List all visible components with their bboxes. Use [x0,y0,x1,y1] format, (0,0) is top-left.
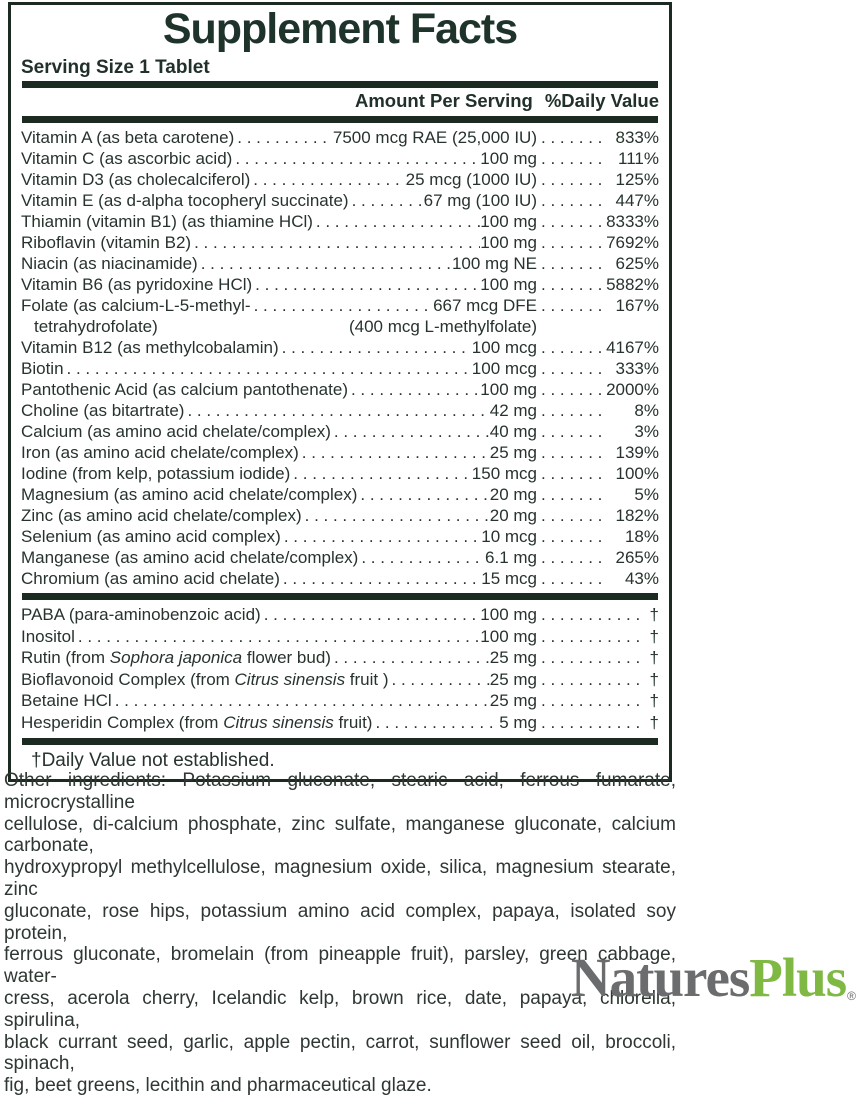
nutrient-row-main [21,421,537,442]
dot-leader-gap [537,295,603,316]
nutrient-row-main [21,232,537,253]
nutrient-row-main [21,358,537,379]
nutrient-daily-value: † [649,691,659,710]
dot-leader-gap [537,647,639,669]
other-ingredients-line: fig, beet greens, lecithin and pharmaceutical glaze. [4,1075,432,1097]
nutrient-name: Thiamin (vitamin B1) (as thiamine HCl) [21,212,313,231]
nutrient-amount: 20 mg [489,485,537,504]
nutrient-amount: 10 mcg [481,527,537,546]
nutrient-row [21,505,659,526]
nutrient-name: Manganese (as amino acid chelate/complex) [21,548,359,567]
dot-leader [357,484,489,505]
nutrient-row [21,526,659,547]
nutrient-row [21,400,659,421]
nutrient-row [21,484,659,505]
nutrient-row-main [21,547,537,568]
nutrient-daily-value: 447% [615,191,659,210]
dot-leader [250,169,405,190]
dot-leader-gap [537,421,603,442]
dot-leader-gap [537,626,639,648]
nutrient-amount: 25 mg [489,691,537,710]
other-ingredients-line: gluconate, rose hips, potassium amino acid complex, papaya, isolated soy protein, [4,900,676,944]
nutrient-row-main [21,127,537,148]
nutrient-amount: 100 mcg [471,338,537,357]
nutrient-daily-value: 182% [615,506,659,525]
dot-leader [252,274,480,295]
dot-leader [184,400,489,421]
nutrient-row-main [21,442,537,463]
nutrient-row [21,169,659,190]
panel-title: Supplement Facts [162,5,518,53]
nutrient-row-main [21,400,537,421]
nutrient-row [21,253,659,274]
nutrient-daily-value: 8% [634,401,659,420]
column-header-amount: Amount Per Serving [355,90,533,111]
nutrient-row-main [21,253,537,274]
nutrient-daily-value: † [649,626,659,646]
nutrient-name: Vitamin B12 (as methylcobalamin) [21,338,279,357]
nutrient-name: Vitamin B6 (as pyridoxine HCl) [21,275,253,294]
dot-leader-gap [537,169,603,190]
dot-leader [75,626,480,648]
nutrient-row-main [21,505,537,526]
nutrient-daily-value: 3% [634,422,659,441]
nutrient-daily-value: † [649,648,659,667]
dot-leader [299,442,490,463]
brand-logo-plus: Plus [749,947,847,1008]
dot-leader-gap [537,505,603,526]
divider-thick [22,593,658,600]
nutrient-row [21,358,659,379]
dot-leader [232,148,480,169]
nutrient-name: Hesperidin Complex (from Citrus sinensis fruit) [21,712,373,732]
nutrient-row-main [21,647,537,669]
other-ingredients-line: Other ingredients: Potassium gluconate, stearic acid, ferrous fumarate, microcrystalline [4,770,676,813]
dot-leader [191,232,480,253]
nutrient-amount-detail: (400 mcg L-methylfolate) [348,317,537,336]
nutrient-daily-value: 43% [624,569,659,588]
nutrient-amount: 15 mcg [481,569,537,588]
brand-logo [570,947,856,1020]
nutrient-daily-value: 139% [615,443,659,462]
nutrient-name: Choline (as bitartrate) [21,401,185,420]
dot-leader [389,669,490,691]
dot-leader-gap [537,190,603,211]
nutrient-amount: 150 mcg [471,464,537,483]
dot-leader-gap [537,604,639,626]
nutrient-row-main [21,568,537,589]
dot-leader-gap [537,712,639,734]
nutrient-amount: 100 mg [480,380,537,399]
nutrient-name: Vitamin E (as d-alpha tocopheryl succinate) [21,191,349,210]
dot-leader-gap [537,547,603,568]
nutrient-row-main [21,526,537,547]
nutrient-daily-value: 125% [615,170,659,189]
dot-leader-gap [537,232,603,253]
nutrient-amount: 100 mcg [471,359,537,378]
dot-leader [112,690,490,712]
nutrient-amount: 100 mg [480,212,537,231]
nutrient-amount: 67 mg (100 IU) [423,191,537,210]
column-header [21,88,659,114]
nutrient-daily-value: 265% [615,548,659,567]
nutrient-row [21,148,659,169]
other-ingredients-line: cellulose, di-calcium phosphate, zinc sulfate, manganese gluconate, calcium carbonate, [4,813,676,857]
nutrient-row [21,232,659,253]
dot-leader-gap [537,148,603,169]
dot-leader [302,505,490,526]
other-ingredients-line: hydroxypropyl methylcellulose, magnesium oxide, silica, magnesium stearate, zinc [4,857,676,900]
nutrient-row [21,442,659,463]
nutrient-amount: 7500 mcg RAE (25,000 IU) [332,128,537,147]
nutrient-amount: 5 mg [499,712,537,732]
nutrient-row-main [21,463,537,484]
dot-leader [279,337,472,358]
nutrient-amount: 100 mg [480,149,537,168]
nutrient-row [21,463,659,484]
nutrient-row [21,337,659,358]
dot-leader-gap [537,484,603,505]
nutrient-amount: 6.1 mg [485,548,537,567]
other-ingredients-paragraph [4,770,676,1097]
nutrient-daily-value: † [649,605,659,624]
nutrient-row-main [21,295,537,316]
nutrient-row-main [21,604,537,626]
nutrient-name: Folate (as calcium-L-5-methyl- [21,296,251,315]
other-ingredients-line: cress, acerola cherry, Icelandic kelp, brown rice, date, papaya, chlorella, spirulina, [4,987,676,1031]
divider-thick [22,116,658,123]
nutrient-daily-value: † [649,712,659,732]
nutrient-row-main [21,669,537,691]
nutrient-row [21,211,659,232]
nutrient-name: Riboflavin (vitamin B2) [21,233,192,252]
dot-leader [64,358,472,379]
nutrient-row [21,295,659,316]
nutrient-amount: 100 mg [480,275,537,294]
nutrient-row-main [21,316,537,337]
nutrient-row-main [21,379,537,400]
dot-leader [348,379,480,400]
nutrient-name: PABA (para-aminobenzoic acid) [21,605,261,624]
nutrient-name: Magnesium (as amino acid chelate/complex) [21,485,358,504]
nutrient-name-continuation: tetrahydrofolate) [34,317,158,336]
dot-leader [349,190,424,211]
nutrient-row [21,127,659,148]
dot-leader [331,421,490,442]
nutrient-name: Iron (as amino acid chelate/complex) [21,443,299,462]
nutrient-row [21,712,659,734]
nutrient-name: Zinc (as amino acid chelate/complex) [21,506,302,525]
nutrient-name: Selenium (as amino acid complex) [21,527,281,546]
nutrient-amount: 20 mg [489,506,537,525]
nutrient-row [21,690,659,712]
nutrient-amount: 667 mcg DFE [433,296,537,315]
nutrient-name: Betaine HCl [21,691,112,710]
nutrient-name: Niacin (as niacinamide) [21,254,198,273]
nutrient-row-main [21,484,537,505]
nutrient-row [21,669,659,691]
nutrient-amount: 100 mg [480,626,537,646]
nutrient-row-main [21,190,537,211]
nutrient-amount: 25 mg [489,648,537,667]
brand-logo-natures: Natures [570,947,750,1008]
dot-leader [313,211,480,232]
nutrient-row-continuation [21,316,659,337]
dot-leader [331,647,490,669]
nutrient-row [21,274,659,295]
nutrient-row [21,568,659,589]
nutrient-amount: 40 mg [489,422,537,441]
dot-leader [198,253,452,274]
nutrient-amount: 100 mg [480,605,537,624]
nutrient-row [21,421,659,442]
nutrient-daily-value: 5% [634,485,659,504]
dot-leader [372,712,499,734]
nutrient-name: Calcium (as amino acid chelate/complex) [21,422,331,441]
dot-leader [290,463,472,484]
nutrient-daily-value: 625% [615,254,659,273]
nutrient-row-main [21,169,537,190]
nutrient-row-main [21,690,537,712]
dot-leader [281,526,481,547]
nutrient-name: Vitamin D3 (as cholecalciferol) [21,170,251,189]
nutrient-amount: 25 mg [489,443,537,462]
nutrient-row [21,379,659,400]
nutrient-daily-value: 18% [624,527,659,546]
nutrient-daily-value: 5882% [606,275,659,294]
nutrient-daily-value: 111% [618,149,659,168]
nutrient-row-main [21,211,537,232]
nutrient-row [21,190,659,211]
nutrient-row [21,626,659,648]
dot-leader-gap [537,127,603,148]
nutrient-amount: 100 mg NE [451,254,537,273]
nutrient-row [21,547,659,568]
nutrient-row-main [21,274,537,295]
dot-leader-gap [537,669,639,691]
dot-leader [251,295,434,316]
nutrient-daily-value: † [649,669,659,689]
nutrient-row-main [21,712,537,734]
dot-leader-gap [537,211,603,232]
nutrient-name: Bioflavonoid Complex (from Citrus sinensis fruit ) [21,669,389,689]
dot-leader-gap [537,690,639,712]
dot-leader-gap [537,337,603,358]
dot-leader-gap [537,400,603,421]
dot-leader [234,127,333,148]
nutrient-name: Vitamin A (as beta carotene) [21,128,235,147]
nutrient-name: Vitamin C (as ascorbic acid) [21,149,233,168]
dot-leader [261,604,481,626]
nutrient-amount: 42 mg [489,401,537,420]
registered-trademark-icon: ® [847,989,856,1003]
nutrient-name: Inositol [21,626,75,646]
nutrient-name: Biotin [21,359,64,378]
nutrient-daily-value: 4167% [606,338,659,357]
nutrient-name: Rutin (from Sophora japonica flower bud) [21,648,331,667]
dot-leader-gap [537,379,603,400]
daily-value-footnote: †Daily Value not established. [31,750,275,771]
dot-leader-gap [537,358,603,379]
nutrient-amount: 25 mg [489,669,537,689]
nutrient-row [21,604,659,626]
dot-leader-gap [537,253,603,274]
serving-size: Serving Size 1 Tablet [21,57,210,78]
dot-leader-gap [537,463,603,484]
nutrient-name: Chromium (as amino acid chelate) [21,569,280,588]
nutrient-row-main [21,148,537,169]
nutrient-daily-value: 8333% [606,212,659,231]
dot-leader-gap [537,442,603,463]
nutrient-daily-value: 2000% [606,380,659,399]
nutrient-row-main [21,626,537,648]
nutrient-daily-value: 167% [615,296,659,315]
divider-thick [22,738,658,745]
nutrient-amount: 25 mcg (1000 IU) [405,170,537,189]
dot-leader [280,568,481,589]
dot-leader-gap [537,568,603,589]
nutrient-rows-secondary [21,600,659,736]
dot-leader-gap [537,526,603,547]
column-header-daily-value: %Daily Value [544,90,659,111]
other-ingredients-line: ferrous gluconate, bromelain (from pineapple fruit), parsley, green cabbage, water- [4,944,676,988]
nutrient-amount: 100 mg [480,233,537,252]
nutrient-row-main [21,337,537,358]
nutrient-row [21,647,659,669]
dot-leader-gap [537,274,603,295]
nutrient-daily-value: 7692% [606,233,659,252]
dot-leader [358,547,485,568]
divider-thick [22,81,658,88]
nutrient-daily-value: 833% [615,128,659,147]
nutrient-name: Pantothenic Acid (as calcium pantothenate) [21,380,348,399]
other-ingredients-line: black currant seed, garlic, apple pectin, carrot, sunflower seed oil, broccoli, spinach, [4,1031,676,1075]
nutrient-rows-main [21,123,659,591]
nutrient-name: Iodine (from kelp, potassium iodide) [21,464,291,483]
nutrient-daily-value: 333% [615,359,659,378]
supplement-facts-panel [8,2,672,782]
nutrient-daily-value: 100% [615,464,659,483]
